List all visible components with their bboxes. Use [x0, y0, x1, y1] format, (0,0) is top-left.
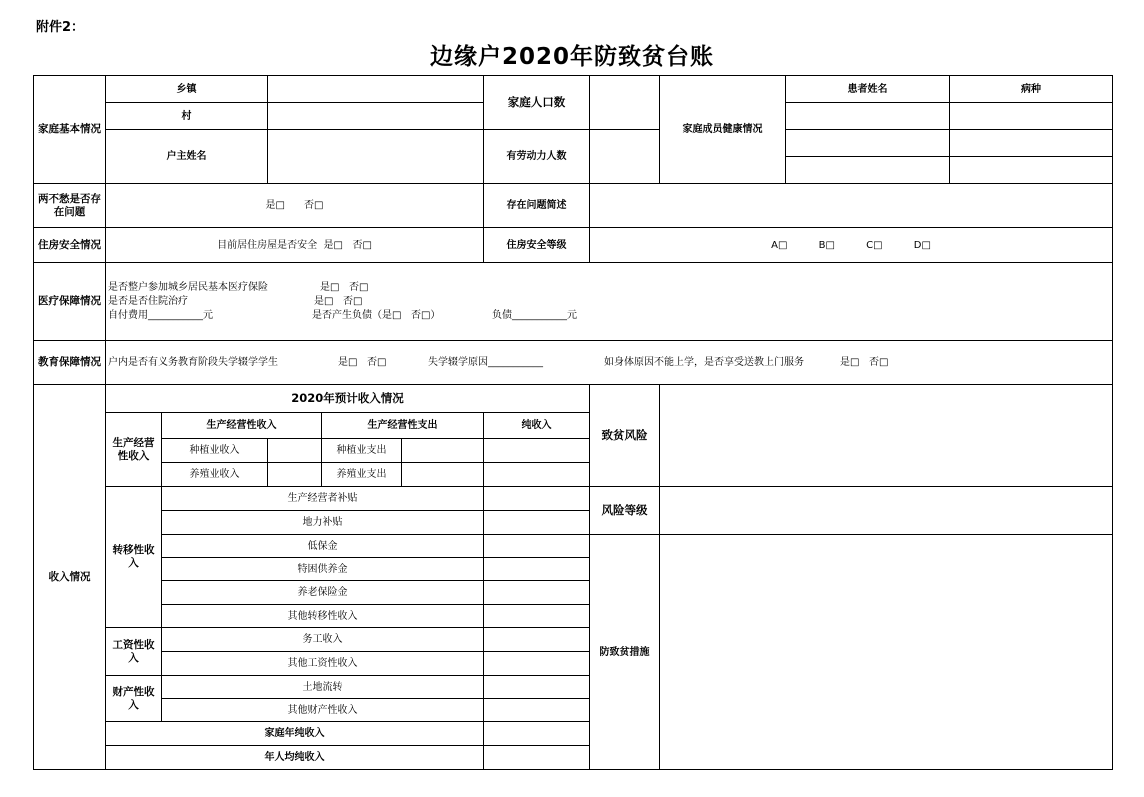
- plant-income-label: 种植业收入: [162, 439, 268, 463]
- transfer-value[interactable]: [484, 581, 590, 605]
- wage-label: 工资性收入: [106, 628, 162, 676]
- disease-cell[interactable]: [950, 130, 1113, 157]
- debt-question[interactable]: 是否产生负债（是□ 否□）: [312, 309, 441, 321]
- transfer-label: 转移性收入: [106, 487, 162, 628]
- education-content[interactable]: [106, 341, 1113, 385]
- medical-label: 医疗保障情况: [34, 263, 106, 341]
- transfer-item: 低保金: [162, 535, 484, 558]
- debt-amount-field[interactable]: 负债___________元: [492, 309, 577, 321]
- two-worries-label: 两不愁是否存在问题: [34, 184, 106, 228]
- housing-question[interactable]: 目前居住房屋是否安全 是□ 否□: [106, 228, 484, 263]
- home-teaching-options[interactable]: 是□ 否□: [840, 357, 889, 368]
- transfer-value[interactable]: [484, 558, 590, 581]
- plant-income-value[interactable]: [268, 439, 322, 463]
- breed-expense-value[interactable]: [402, 463, 484, 487]
- plant-expense-label: 种植业支出: [322, 439, 402, 463]
- township-value[interactable]: [268, 76, 484, 103]
- transfer-item: 特困供养金: [162, 558, 484, 581]
- wage-item: 其他工资性收入: [162, 652, 484, 676]
- medical-insurance-options[interactable]: 是□ 否□: [320, 281, 369, 293]
- breed-expense-label: 养殖业支出: [322, 463, 402, 487]
- dropout-question: 户内是否有义务教育阶段失学辍学学生: [108, 357, 278, 368]
- patient-name-cell[interactable]: [786, 103, 950, 130]
- labor-label: 有劳动力人数: [484, 130, 590, 184]
- transfer-value[interactable]: [484, 535, 590, 558]
- housing-label: 住房安全情况: [34, 228, 106, 263]
- disease-header: 病种: [950, 76, 1113, 103]
- disease-cell[interactable]: [950, 157, 1113, 184]
- health-label: 家庭成员健康情况: [660, 76, 786, 184]
- housing-grade-label: 住房安全等级: [484, 228, 590, 263]
- risk-level-value[interactable]: [660, 487, 1113, 535]
- grade-d-option[interactable]: D□: [913, 239, 931, 251]
- population-label: 家庭人口数: [484, 76, 590, 130]
- grade-a-option[interactable]: A□: [771, 239, 788, 251]
- breed-income-value[interactable]: [268, 463, 322, 487]
- page-title: 边缘户2020年防致贫台账: [429, 44, 714, 70]
- hospital-options[interactable]: 是□ 否□: [314, 295, 363, 307]
- self-pay-field[interactable]: 自付费用___________元: [108, 309, 213, 321]
- village-label: 村: [106, 103, 268, 130]
- medical-insurance-question: 是否整户参加城乡居民基本医疗保险: [108, 281, 268, 293]
- dropout-reason-field[interactable]: 失学辍学原因___________: [428, 357, 543, 368]
- production-expense-header: 生产经营性支出: [322, 413, 484, 439]
- plant-expense-value[interactable]: [402, 439, 484, 463]
- head-name-label: 户主姓名: [106, 130, 268, 184]
- housing-grade-options[interactable]: [590, 228, 1113, 263]
- labor-value[interactable]: [590, 130, 660, 184]
- problem-brief-label: 存在问题简述: [484, 184, 590, 228]
- medical-content[interactable]: [106, 263, 1113, 341]
- grade-b-option[interactable]: B□: [818, 239, 835, 251]
- disease-cell[interactable]: [950, 103, 1113, 130]
- breed-income-label: 养殖业收入: [162, 463, 268, 487]
- patient-name-cell[interactable]: [786, 130, 950, 157]
- transfer-item: 地力补贴: [162, 511, 484, 535]
- patient-name-header: 患者姓名: [786, 76, 950, 103]
- dropout-options[interactable]: 是□ 否□: [338, 357, 387, 368]
- poverty-risk-label: 致贫风险: [590, 385, 660, 487]
- two-worries-options[interactable]: 是□ 否□: [106, 184, 484, 228]
- plant-net-value[interactable]: [484, 439, 590, 463]
- property-label: 财产性收入: [106, 676, 162, 722]
- patient-name-cell[interactable]: [786, 157, 950, 184]
- production-label: 生产经营性收入: [106, 413, 162, 487]
- per-capita-income-value[interactable]: [484, 746, 590, 770]
- education-label: 教育保障情况: [34, 341, 106, 385]
- transfer-value[interactable]: [484, 511, 590, 535]
- property-item: 其他财产性收入: [162, 699, 484, 722]
- transfer-item: 养老保险金: [162, 581, 484, 605]
- property-value[interactable]: [484, 699, 590, 722]
- attachment-label: 附件2：: [36, 20, 85, 35]
- wage-value[interactable]: [484, 652, 590, 676]
- head-name-value[interactable]: [268, 130, 484, 184]
- breed-net-value[interactable]: [484, 463, 590, 487]
- ledger-table: [33, 75, 1113, 770]
- property-value[interactable]: [484, 676, 590, 699]
- wage-item: 务工收入: [162, 628, 484, 652]
- prevention-measures-label: 防致贫措施: [590, 535, 660, 770]
- poverty-risk-value[interactable]: [660, 385, 1113, 487]
- township-label: 乡镇: [106, 76, 268, 103]
- production-income-header: 生产经营性收入: [162, 413, 322, 439]
- property-item: 土地流转: [162, 676, 484, 699]
- prevention-measures-value[interactable]: [660, 535, 1113, 770]
- village-value[interactable]: [268, 103, 484, 130]
- net-income-header: 纯收入: [484, 413, 590, 439]
- wage-value[interactable]: [484, 628, 590, 652]
- income-label: 收入情况: [34, 385, 106, 770]
- family-net-income-label: 家庭年纯收入: [106, 722, 484, 746]
- family-basic-label: 家庭基本情况: [34, 76, 106, 184]
- transfer-value[interactable]: [484, 487, 590, 511]
- home-teaching-question: 如身体原因不能上学，是否享受送教上门服务: [604, 357, 804, 368]
- transfer-value[interactable]: [484, 605, 590, 628]
- per-capita-income-label: 年人均纯收入: [106, 746, 484, 770]
- income-section-header: 2020年预计收入情况: [106, 385, 590, 413]
- transfer-item: 其他转移性收入: [162, 605, 484, 628]
- transfer-item: 生产经营者补贴: [162, 487, 484, 511]
- family-net-income-value[interactable]: [484, 722, 590, 746]
- population-value[interactable]: [590, 76, 660, 130]
- hospital-question: 是否是否住院治疗: [108, 295, 188, 307]
- problem-brief-value[interactable]: [590, 184, 1113, 228]
- grade-c-option[interactable]: C□: [866, 239, 883, 251]
- risk-level-label: 风险等级: [590, 487, 660, 535]
